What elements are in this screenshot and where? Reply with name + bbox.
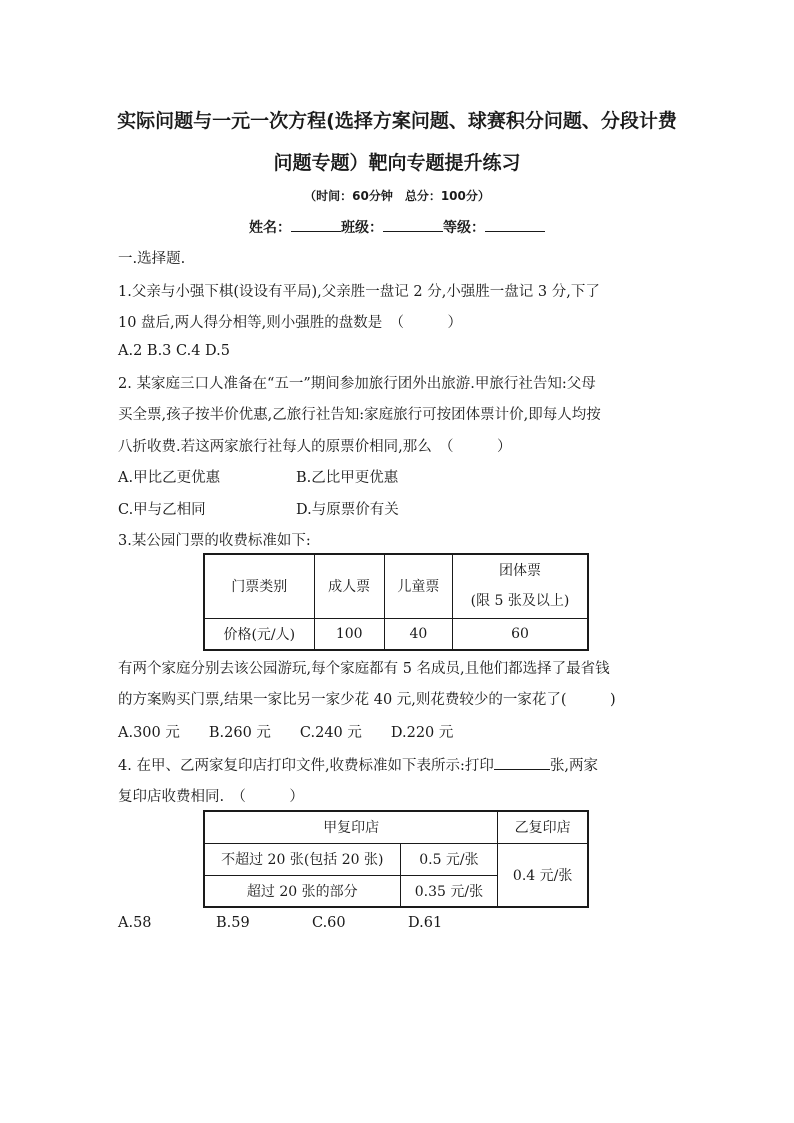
q3-line-3: 的方案购买门票,结果一家比另一家少花 40 元,则花费较少的一家花了( ) <box>118 692 616 708</box>
cell-child-price: 40 <box>384 618 452 650</box>
q2-option-c: C.甲与乙相同 <box>118 502 206 518</box>
header-adult: 成人票 <box>314 554 384 618</box>
q4-line-1-text: 4. 在甲、乙两家复印店打印文件,收费标准如下表所示:打印 <box>118 758 494 774</box>
header-group-note: (限 5 张及以上) <box>470 593 570 610</box>
q4-answer-blank[interactable] <box>494 755 550 770</box>
name-label: 姓名： <box>249 220 291 236</box>
cell-tier1-label: 不超过 20 张(包括 20 张) <box>204 843 400 875</box>
grade-blank[interactable] <box>485 217 545 232</box>
cell-tier2-label: 超过 20 张的部分 <box>204 875 400 907</box>
q2-line-3: 八折收费.若这两家旅行社每人的原票价相同,那么 （ ） <box>118 439 512 455</box>
header-child: 儿童票 <box>384 554 452 618</box>
row-price-label: 价格(元/人) <box>204 618 314 650</box>
q1-line-2: 10 盘后,两人得分相等,则小强胜的盘数是 （ ） <box>118 315 463 331</box>
class-blank[interactable] <box>383 217 443 232</box>
cell-adult-price: 100 <box>314 618 384 650</box>
copy-shop-table <box>203 810 589 908</box>
q3-line-2: 有两个家庭分别去该公园游玩,每个家庭都有 5 名成员,且他们都选择了最省钱 <box>118 661 610 677</box>
student-info <box>0 217 794 237</box>
header-ticket-type: 门票类别 <box>204 554 314 618</box>
cell-tier1-price: 0.5 元/张 <box>400 843 498 875</box>
title-line-1: 实际问题与一元一次方程(选择方案问题、球赛积分问题、分段计费 <box>117 110 677 132</box>
class-label: 班级： <box>341 220 383 236</box>
q3-options: A.300 元 B.260 元 C.240 元 D.220 元 <box>118 725 454 741</box>
q4-option-d: D.61 <box>408 915 443 931</box>
q4-line-2: 复印店收费相同. （ ） <box>118 789 304 805</box>
q4-option-a: A.58 <box>118 915 152 931</box>
title-line-2: 问题专题）靶向专题提升练习 <box>273 152 521 174</box>
q1-line-1: 1.父亲与小强下棋(设设有平局),父亲胜一盘记 2 分,小强胜一盘记 3 分,下了 <box>118 284 600 300</box>
ticket-price-table <box>203 553 589 651</box>
grade-label: 等级： <box>443 220 485 236</box>
header-shop-yi: 乙复印店 <box>498 811 588 843</box>
header-group <box>452 554 588 618</box>
q4-line-1-end: 张,两家 <box>549 758 599 774</box>
q2-line-1: 2. 某家庭三口人准备在“五一”期间参加旅行团外出旅游.甲旅行社告知:父母 <box>118 376 596 392</box>
q2-option-d: D.与原票价有关 <box>296 502 399 518</box>
q2-option-b: B.乙比甲更优惠 <box>296 470 399 486</box>
q4-line-1 <box>118 754 598 775</box>
header-shop-jia: 甲复印店 <box>204 811 498 843</box>
cell-yi-price: 0.4 元/张 <box>498 843 588 907</box>
cell-group-price: 60 <box>452 618 588 650</box>
header-group-title: 团体票 <box>498 563 541 580</box>
time-and-score: （时间：60分钟 总分：100分） <box>304 189 490 203</box>
section-heading: 一.选择题. <box>118 251 186 267</box>
q3-line-1: 3.某公园门票的收费标准如下: <box>118 533 311 549</box>
q2-line-2: 买全票,孩子按半价优惠,乙旅行社告知:家庭旅行可按团体票计价,即每人均按 <box>118 407 601 423</box>
q2-option-a: A.甲比乙更优惠 <box>118 470 221 486</box>
q4-option-c: C.60 <box>312 915 346 931</box>
name-blank[interactable] <box>291 217 341 232</box>
q1-options: A.2 B.3 C.4 D.5 <box>118 343 230 359</box>
q4-option-b: B.59 <box>216 915 250 931</box>
cell-tier2-price: 0.35 元/张 <box>400 875 498 907</box>
